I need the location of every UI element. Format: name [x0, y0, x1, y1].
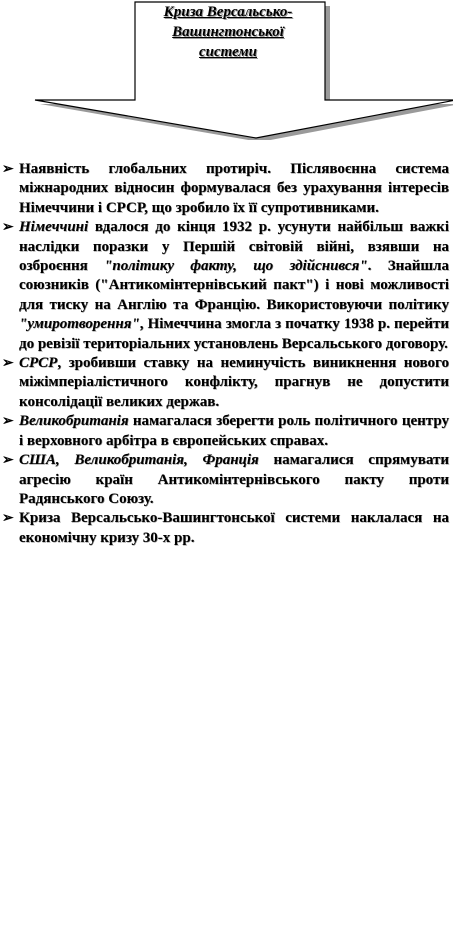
item-text: , зробивши ставку на неминучість виникнення нового міжімперіалістичного конфлікту, прагнув не допустити консолідації великих держав. [19, 355, 449, 410]
item-lead-term: США, Великобританія, Франція [19, 452, 259, 469]
item-text: намагалися спрямувати агресію країн Антикомінтернівського пакту проти Радянського Союзу. [19, 452, 449, 507]
item-lead-term: Великобританія [19, 413, 129, 430]
item-emphasis: "політику факту, що здійснився" [104, 258, 368, 275]
item-text: , Німеччина змогла з початку 1938 р. перейти до ревізії територіальних установлень Версальського договору. [19, 316, 449, 352]
item-text: Криза Версальсько-Вашингтонської системи наклалася на економічну кризу 30-х рр. [19, 510, 449, 546]
callout-title-line-3: системи [198, 44, 258, 60]
arrowhead-bullet-icon: ➢ [2, 162, 14, 177]
list-item [0, 354, 453, 412]
item-emphasis: "умиротворення" [19, 316, 140, 333]
item-lead-term: СРСР [19, 355, 58, 372]
list-item [0, 509, 453, 548]
arrowhead-bullet-icon: ➢ [2, 453, 14, 469]
arrowhead-bullet-icon: ➢ [2, 356, 14, 372]
item-lead-term: Німеччині [19, 219, 89, 236]
item-text: Наявність глобальних протиріч. Післявоєнна система міжнародних відносин формувалася без урахування інтересів Німеччини і СРСР, що зробило їх її супротивниками. [19, 161, 449, 216]
item-text: . Знайшла союзників ("Антикомінтернівський пакт") і нові можливості для тиску на Англію та Францію. Використовуючи політику [19, 258, 449, 313]
list-item [0, 412, 453, 451]
bullet-list [0, 160, 453, 548]
list-item [0, 160, 453, 218]
item-text: намагалася зберегти роль політичного центру і верховного арбітра в європейських справах. [19, 413, 449, 449]
arrowhead-bullet-icon: ➢ [2, 414, 14, 430]
bullet-list-section [0, 160, 453, 548]
title-callout [0, 0, 453, 140]
item-text: вдалося до кінця 1932 р. усунути найбільш важкі наслідки поразки у Першій світовій війні, взявши на озброєння [19, 219, 449, 275]
callout-title-line-2: Вашингтонської [172, 24, 284, 40]
arrowhead-bullet-icon: ➢ [2, 511, 14, 527]
arrowhead-bullet-icon: ➢ [2, 220, 14, 236]
callout-title-line-1: Криза Версальсько- [163, 4, 293, 20]
callout-title [138, 2, 318, 62]
list-item [0, 218, 453, 354]
list-item [0, 451, 453, 509]
